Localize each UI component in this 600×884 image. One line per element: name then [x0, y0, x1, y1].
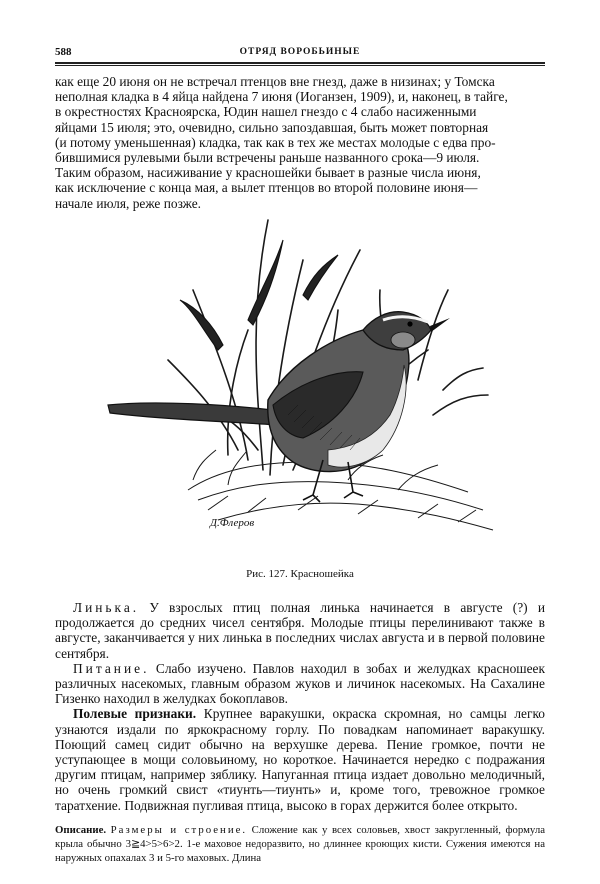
molt-heading: Линька. — [73, 600, 140, 615]
text-line: бившимися рулевыми были встречены раньше названного срока—9 июля. — [55, 150, 480, 166]
description-text: Сложение как у всех соловьев, хвост закругленный, формула крыла обычно 3≧4>5>6>2. 1-е маховое недоразвито, но длиннее кроющих кисти. Сужения имеются на наружных опахалах 3 и 5-го маховых. Длина — [55, 824, 546, 864]
food-paragraph — [55, 661, 545, 707]
text-line: как еще 20 июня он не встречал птенцов вне гнезд, даже в низинах; у Томска — [55, 74, 495, 89]
field-marks-heading: Полевые признаки. — [73, 706, 197, 722]
text-line: как исключение с конца мая, а вылет птенцов во второй половине июня— — [55, 180, 478, 196]
molt-text: У взрослых птиц полная линька начинается в августе (?) и продолжается до средних чисел сентября. Молодые птицы перелинивают также в августе, заканчивается у них линька в последних числах августа и в первой половине сентября. — [55, 600, 545, 661]
field-marks-text: Крупнее варакушки, окраска скромная, но самцы легко узнаются издали по яркокрасному горлу. По повадкам напоминает варакушку. Поющий самец сидит обычно на верхушке дерева. Пение громкое, почти не уступающее в мощи соловьиному, но короткое. Начинается нередко с подражания другим птицам, например зяблику. Напуганная птица издает довольно мелодичный, но очень громкий свист «тиунть—тиунть» и, кроме того, тревожное громкое таратхение. Подвижная пугливая птица, высоко в горах держится более открыто. — [55, 706, 545, 813]
text-line: яйцами 15 июля; это, очевидно, сильно запоздавшая, быть может повторная — [55, 119, 489, 135]
bird-illustration — [98, 200, 508, 562]
text-line: Таким образом, насиживание у красношейки бывает в разные числа июня, — [55, 165, 481, 181]
field-marks-paragraph — [55, 706, 545, 812]
figure-caption: Рис. 127. Красношейка — [246, 568, 354, 580]
text-line: в окрестностях Красноярска, Юдин нашел гнездо с 4 слабо насиженными — [55, 104, 477, 120]
description-heading: Описание. — [55, 824, 107, 836]
bird-eye — [407, 321, 412, 326]
text-line: начале июля, реже позже. — [55, 195, 201, 211]
header-rule-thin — [55, 65, 545, 66]
molt-paragraph — [55, 600, 545, 661]
text-line: (и потому уменьшенная) кладка, так как в тех же местах молодые с едва про- — [55, 134, 496, 150]
page-number: 588 — [55, 46, 72, 58]
text-line: неполная кладка в 4 яйца найдена 7 июня (Иоганзен, 1909), и, наконец, в тайге, — [55, 89, 508, 105]
illustrator-signature: Д.Флеров — [210, 517, 255, 529]
bottom-section — [55, 600, 545, 813]
bird-tail — [108, 403, 278, 425]
description-subheading: Размеры и строение. — [110, 824, 248, 836]
running-title: ОТРЯД ВОРОБЬИНЫЕ — [239, 47, 361, 57]
bird-beak — [430, 318, 450, 332]
food-heading: Питание. — [73, 660, 150, 676]
description-paragraph — [55, 823, 545, 865]
food-text: Слабо изучено. Павлов находил в зобах и желудках красношеек различных насекомых, главным образом жуков и личинок насекомых. На Сахалине Гизенко находил в желудках бокоплавов. — [55, 660, 545, 707]
top-paragraph — [55, 74, 545, 211]
bird-throat — [391, 332, 415, 348]
header-rule — [55, 62, 545, 64]
page-header — [55, 46, 545, 62]
